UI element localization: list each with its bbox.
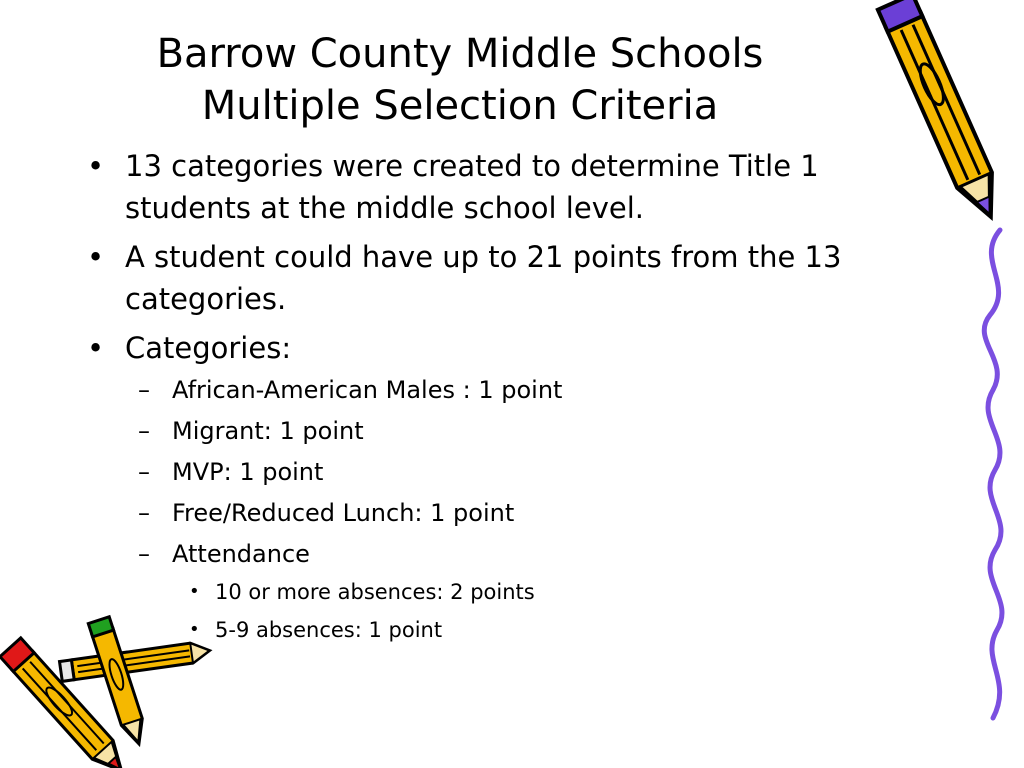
bullet-marker: • — [189, 619, 200, 640]
sub-bullet-item — [138, 415, 364, 447]
sub-sub-bullet-text: 5-9 absences: 1 point — [215, 618, 443, 642]
slide-title — [60, 28, 860, 132]
pencil-top-right-icon — [860, 0, 1000, 245]
title-line-1: Barrow County Middle Schools — [156, 31, 764, 77]
bullet-continuation — [125, 187, 644, 229]
bullet-text: students at the middle school level. — [125, 191, 644, 225]
sub-bullet-item — [138, 538, 310, 570]
sub-bullet-text: Free/Reduced Lunch: 1 point — [172, 499, 515, 527]
sub-bullet-item — [138, 374, 563, 406]
sub-sub-bullet-item — [189, 578, 535, 606]
bullet-marker: • — [87, 240, 105, 274]
bullet-marker: • — [87, 331, 105, 365]
sub-bullet-text: Migrant: 1 point — [172, 417, 364, 445]
squiggle-border-icon — [965, 230, 1024, 720]
bullet-continuation — [125, 278, 286, 320]
dash-marker: – — [138, 376, 150, 404]
sub-sub-bullet-text: 10 or more absences: 2 points — [215, 580, 535, 604]
sub-sub-bullet-item — [189, 616, 443, 644]
sub-bullet-text: African-American Males : 1 point — [172, 376, 563, 404]
title-line-2: Multiple Selection Criteria — [201, 83, 719, 129]
dash-marker: – — [138, 540, 150, 568]
bullet-text: A student could have up to 21 points from the 13 — [125, 240, 842, 274]
bullet-item — [87, 327, 292, 369]
bullet-marker: • — [87, 149, 105, 183]
bullet-text: 13 categories were created to determine Title 1 — [125, 149, 819, 183]
bullet-text: categories. — [125, 282, 287, 316]
pencils-bottom-left-icon — [0, 615, 220, 765]
sub-bullet-item — [138, 456, 324, 488]
bullet-item — [87, 145, 819, 187]
bullet-text: Categories: — [125, 331, 292, 365]
sub-bullet-item — [138, 497, 515, 529]
dash-marker: – — [138, 417, 150, 445]
sub-bullet-text: MVP: 1 point — [172, 458, 324, 486]
dash-marker: – — [138, 458, 150, 486]
bullet-marker: • — [189, 581, 200, 602]
sub-bullet-text: Attendance — [172, 540, 310, 568]
dash-marker: – — [138, 499, 150, 527]
bullet-item — [87, 236, 842, 278]
